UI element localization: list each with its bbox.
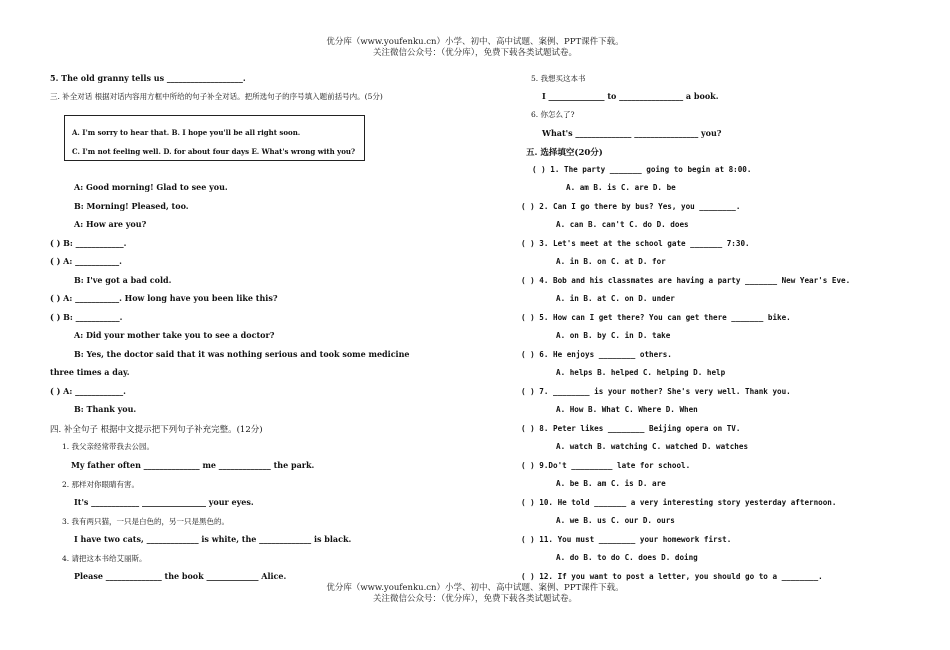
question-stem: ( ) 9.Do't _________ late for school. — [521, 461, 691, 470]
section4-title: 四. 补全句子 根据中文提示把下列句子补充完整。(12分) — [50, 425, 263, 435]
question-stem: ( ) 2. Can I go there by bus? Yes, you ________. — [521, 202, 741, 211]
s4-chinese-prompt: 5. 我想买这本书 — [531, 74, 586, 83]
section5-title: 五. 选择填空(20分) — [526, 148, 603, 158]
question-stem: ( ) 5. How can I get there? You can get there _______ bike. — [521, 313, 791, 322]
dialogue-line: B: Morning! Pleased, too. — [74, 201, 189, 211]
question-stem: ( ) 7. ________ is your mother? She's very well. Thank you. — [521, 387, 791, 396]
s4-chinese-prompt: 3. 我有两只猫，一只是白色的，另一只是黑色的。 — [62, 517, 230, 526]
options-box-line-2: C. I'm not feeling well. D. for about four days E. What's wrong with you? — [72, 147, 356, 156]
dialogue-line: A: Good morning! Glad to see you. — [74, 182, 228, 192]
question-stem: ( ) 12. If you want to post a letter, you should go to a ________. — [521, 572, 823, 581]
options-box-line-1: A. I'm sorry to hear that. B. I hope you'll be all right soon. — [72, 128, 301, 137]
dialogue-line: A: Did your mother take you to see a doctor? — [74, 330, 275, 340]
question-options: A. be B. am C. is D. are — [556, 479, 666, 488]
dialogue-blank: ( ) B: ___________. — [50, 312, 123, 322]
section3-title: 三. 补全对话 根据对话内容用方框中所给的句子补全对话。把所选句子的序号填入题前括号内。(5分) — [50, 92, 383, 101]
question-options: A. do B. to do C. does D. doing — [556, 553, 698, 562]
s4-chinese-prompt: 1. 我父亲经常带我去公园。 — [62, 442, 155, 451]
s4-english-sentence: My father often ______________ me _____________ the park. — [71, 460, 315, 470]
dialogue-line: A: How are you? — [74, 219, 147, 229]
s4-chinese-prompt: 4. 请把这本书给艾丽斯。 — [62, 554, 147, 563]
question-stem: ( ) 4. Bob and his classmates are having a party _______ New Year's Eve. — [521, 276, 851, 285]
s4-english-sentence: What's ______________ ________________ you? — [542, 128, 722, 138]
question-options: A. How B. What C. Where D. When — [556, 405, 698, 414]
s4-english-sentence: Please ______________ the book _____________ Alice. — [74, 571, 287, 581]
s4-english-sentence: I have two cats, _____________ is white, the _____________ is black. — [74, 534, 352, 544]
dialogue-blank: ( ) A: ____________. — [50, 386, 126, 396]
question-options: A. on B. by C. in D. take — [556, 331, 671, 340]
dialogue-line: B: Yes, the doctor said that it was nothing serious and took some medicine — [74, 349, 410, 359]
footer-line-2: 关注微信公众号：（优分库），免费下载各类试题试卷。 — [372, 594, 577, 604]
question-options: A. helps B. helped C. helping D. help — [556, 368, 726, 377]
dialogue-blank: ( ) A: ___________. How long have you been like this? — [50, 293, 278, 303]
question-options: A. we B. us C. our D. ours — [556, 516, 675, 525]
q5-sentence: 5. The old granny tells us ___________________. — [50, 73, 246, 83]
dialogue-line: three times a day. — [50, 367, 130, 377]
page-footer — [0, 583, 950, 605]
question-options: A. can B. can't C. do D. does — [556, 220, 689, 229]
question-options: A. in B. at C. on D. under — [556, 294, 675, 303]
footer-line-1: 优分库（www.youfenku.cn）小学、初中、高中试题、案例、PPT课件下载。 — [326, 583, 624, 593]
options-box — [64, 115, 365, 161]
dialogue-blank: ( ) B: ____________. — [50, 238, 127, 248]
question-options: A. watch B. watching C. watched D. watches — [556, 442, 749, 451]
dialogue-line: B: I've got a bad cold. — [74, 275, 172, 285]
s4-english-sentence: It's ____________ ________________ your eyes. — [74, 497, 254, 507]
question-stem: ( ) 1. The party _______ going to begin at 8:00. — [532, 165, 752, 174]
s4-chinese-prompt: 2. 那样对你眼睛有害。 — [62, 480, 140, 489]
question-options: A. in B. on C. at D. for — [556, 257, 666, 266]
question-stem: ( ) 10. He told _______ a very interesting story yesterday afternoon. — [521, 498, 837, 507]
question-stem: ( ) 8. Peter likes ________ Beijing opera on TV. — [521, 424, 741, 433]
question-options: A. am B. is C. are D. be — [566, 183, 676, 192]
page-header — [0, 37, 950, 59]
s4-chinese-prompt: 6. 你怎么了? — [531, 110, 575, 119]
question-stem: ( ) 3. Let's meet at the school gate _______ 7:30. — [521, 239, 750, 248]
question-stem: ( ) 11. You must ________ your homework first. — [521, 535, 732, 544]
s4-english-sentence: I ______________ to ________________ a book. — [542, 91, 719, 101]
header-line-2: 关注微信公众号：（优分库），免费下载各类试题试卷。 — [372, 48, 577, 58]
header-line-1: 优分库（www.youfenku.cn）小学、初中、高中试题、案例、PPT课件下载。 — [326, 37, 624, 47]
question-stem: ( ) 6. He enjoys ________ others. — [521, 350, 672, 359]
dialogue-line: B: Thank you. — [74, 404, 137, 414]
dialogue-blank: ( ) A: ___________. — [50, 256, 122, 266]
